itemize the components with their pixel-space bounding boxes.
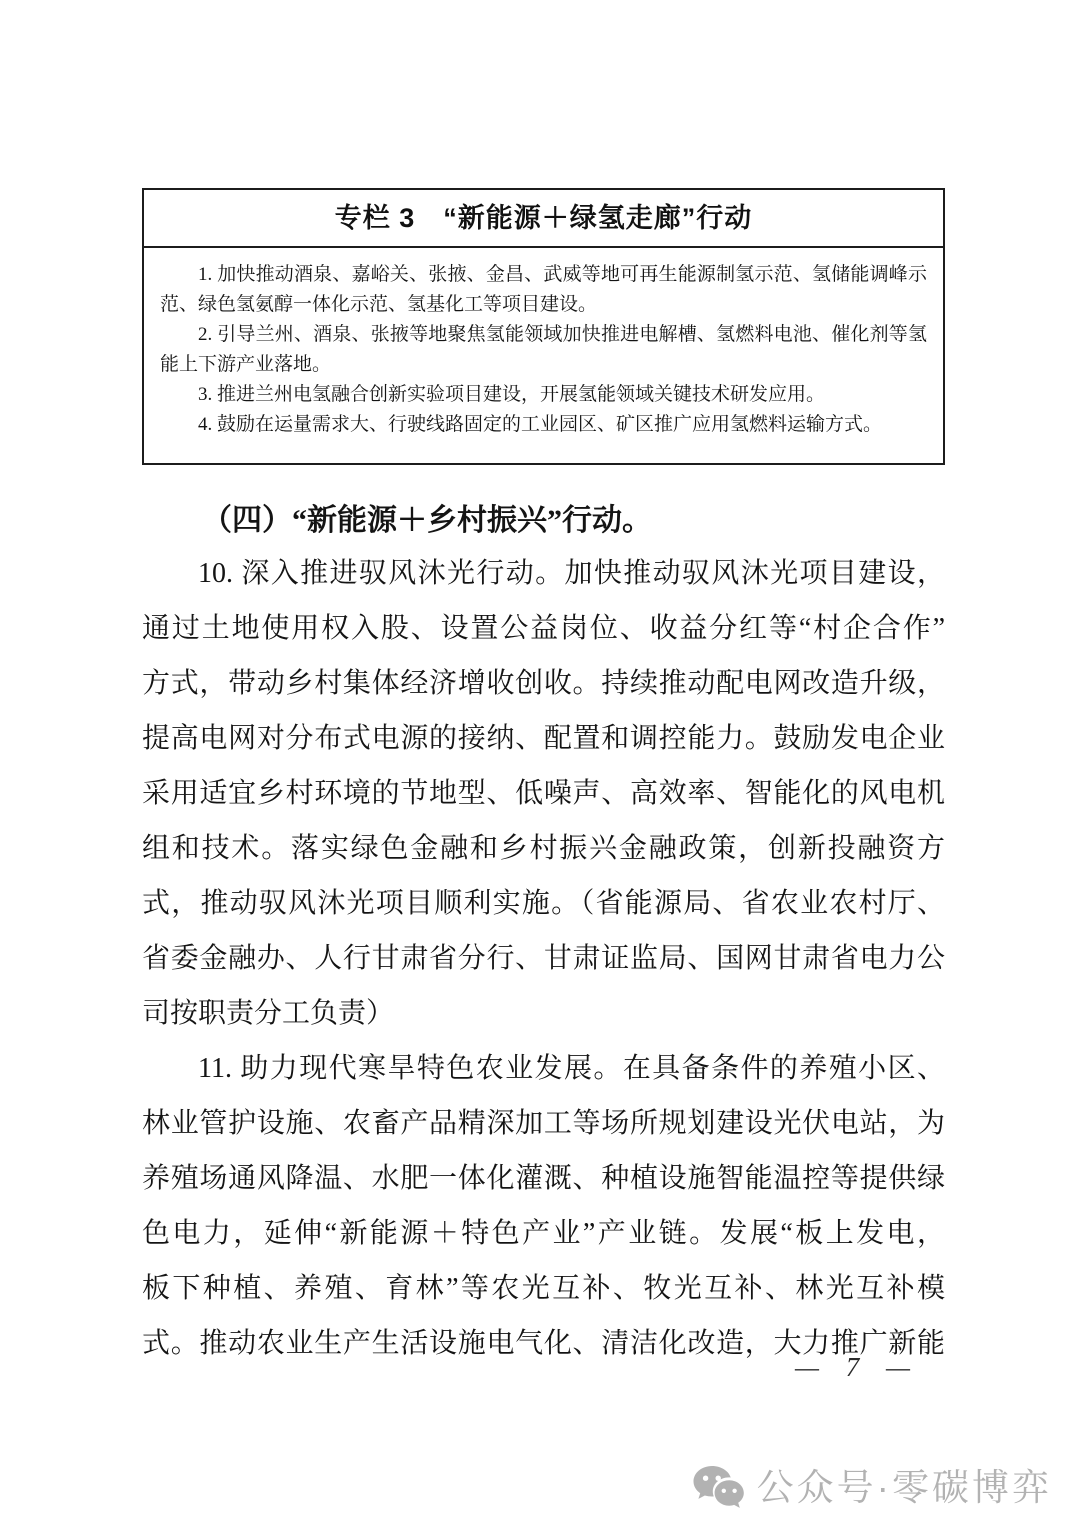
box-line: 能上下游产业落地。 — [160, 354, 332, 375]
box-title: 专栏 3 “新能源＋绿氢走廊”行动 — [144, 190, 943, 248]
box-body — [144, 248, 943, 440]
body-line: 式。推动农业生产生活设施电气化、清洁化改造，大力推广新能 — [142, 1328, 945, 1359]
body-line: 通过土地使用权入股、设置公益岗位、收益分红等“村企合作” — [142, 613, 945, 644]
body-line: 式，推动驭风沐光项目顺利实施。（省能源局、省农业农村厅、 — [142, 888, 945, 919]
body-line: 提高电网对分布式电源的接纳、配置和调控能力。鼓励发电企业 — [142, 723, 945, 754]
body-line: 司按职责分工负责） — [142, 998, 395, 1029]
body-line: 方式，带动乡村集体经济增收创收。持续推动配电网改造升级， — [142, 668, 945, 699]
body-line: 采用适宜乡村环境的节地型、低噪声、高效率、智能化的风电机 — [142, 778, 945, 809]
box-line: 2. 引导兰州、酒泉、张掖等地聚焦氢能领域加快推进电解槽、氢燃料电池、催化剂等氢 — [198, 324, 927, 345]
watermark-text: 公众号·零碳博弈 — [756, 1467, 1052, 1508]
body-line: 林业管护设施、农畜产品精深加工等场所规划建设光伏电站，为 — [142, 1108, 945, 1139]
box-line: 4. 鼓励在运量需求大、行驶线路固定的工业园区、矿区推广应用氢燃料运输方式。 — [198, 414, 883, 435]
watermark — [692, 1464, 1052, 1511]
section-heading: （四）“新能源＋乡村振兴”行动。 — [202, 504, 652, 537]
box-line: 3. 推进兰州电氢融合创新实验项目建设，开展氢能领域关键技术研发应用。 — [198, 384, 826, 405]
box-line: 范、绿色氢氨醇一体化示范、氢基化工等项目建设。 — [160, 294, 598, 315]
body-line: 板下种植、养殖、育林”等农光互补、牧光互补、林光互补模 — [142, 1273, 945, 1304]
body-line: 色电力，延伸“新能源＋特色产业”产业链。发展“板上发电， — [142, 1218, 945, 1249]
body-line: 10. 深入推进驭风沐光行动。加快推动驭风沐光项目建设， — [198, 558, 945, 589]
box-line: 1. 加快推动酒泉、嘉峪关、张掖、金昌、武威等地可再生能源制氢示范、氢储能调峰示 — [198, 264, 927, 285]
page-number: — 7 — — [794, 1352, 912, 1382]
body-line: 11. 助力现代寒旱特色农业发展。在具备条件的养殖小区、 — [198, 1053, 945, 1084]
body-line: 组和技术。落实绿色金融和乡村振兴金融政策，创新投融资方 — [142, 833, 945, 864]
wechat-icon — [692, 1464, 744, 1511]
callout-box-3 — [142, 188, 945, 465]
body-line: 省委金融办、人行甘肃省分行、甘肃证监局、国网甘肃省电力公 — [142, 943, 945, 974]
body-text — [142, 546, 945, 1371]
body-line: 养殖场通风降温、水肥一体化灌溉、种植设施智能温控等提供绿 — [142, 1163, 945, 1194]
